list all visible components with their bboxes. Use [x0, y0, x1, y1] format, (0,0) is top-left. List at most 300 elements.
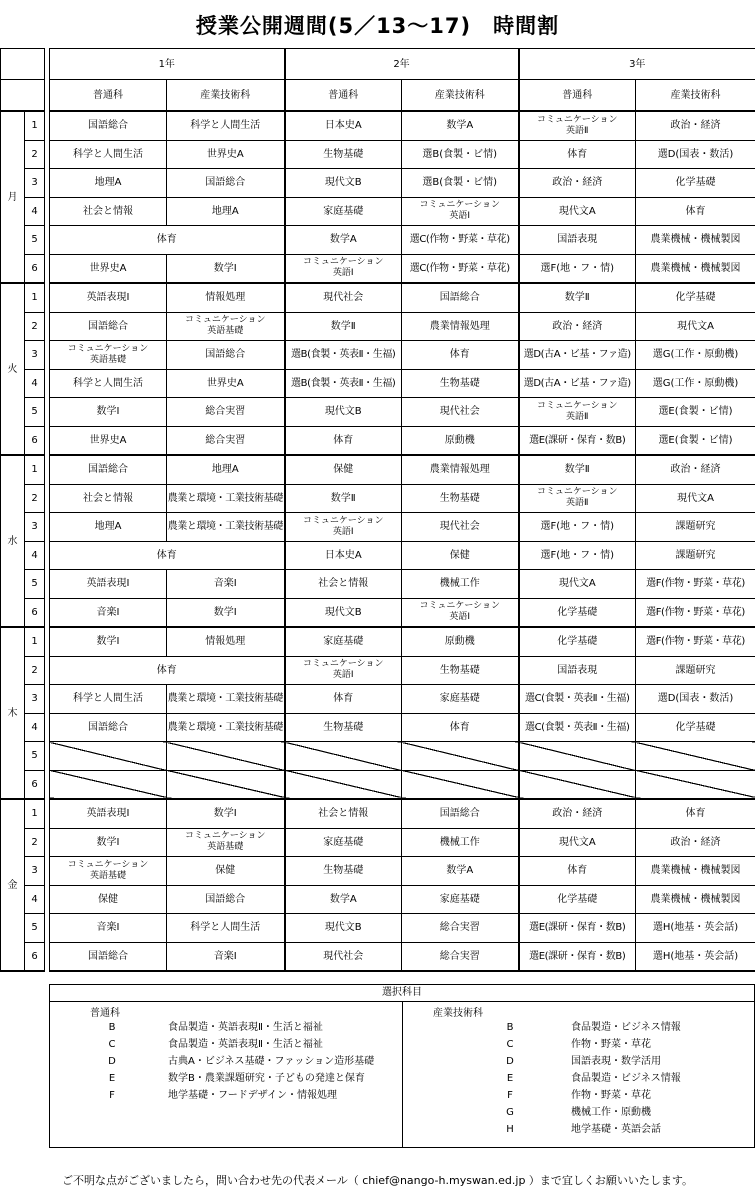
period-number: 2 — [25, 656, 45, 685]
period-number: 1 — [25, 111, 45, 140]
legend-subjects: 地学基礎・フードデザイン・情報処理 — [168, 1090, 337, 1101]
class-cell: 家庭基礎 — [402, 685, 519, 714]
class-cell: 音楽Ⅰ — [50, 914, 167, 943]
legend-general — [50, 1002, 403, 1147]
day-label-3: 水 — [1, 455, 25, 627]
class-cell — [402, 770, 519, 799]
period-number: 5 — [25, 226, 45, 255]
legend-code: D — [108, 1056, 116, 1067]
legend-subjects: 食品製造・英語表現Ⅱ・生活と福祉 — [168, 1022, 323, 1033]
class-cell: 科学と人間生活 — [50, 685, 167, 714]
class-cell: 生物基礎 — [402, 484, 519, 513]
class-cell: 家庭基礎 — [402, 885, 519, 914]
legend-subjects: 地学基礎・英語会話 — [571, 1124, 661, 1135]
class-cell: 科学と人間生活 — [50, 140, 167, 169]
class-cell: 政治・経済 — [636, 111, 755, 140]
class-cell — [636, 770, 755, 799]
class-cell: 総合実習 — [167, 426, 285, 455]
class-cell: 数学Ⅱ — [519, 455, 636, 484]
class-cell: 体育 — [50, 541, 285, 570]
period-number: 2 — [25, 140, 45, 169]
class-cell — [636, 742, 755, 771]
class-cell: 現代文B — [285, 914, 402, 943]
elective-legend — [49, 984, 755, 1148]
class-cell: 家庭基礎 — [285, 828, 402, 857]
legend-item — [403, 1121, 753, 1138]
class-cell: 現代文A — [636, 312, 755, 341]
period-row — [1, 283, 755, 312]
class-cell: 選H(地基・英会話) — [636, 942, 755, 971]
department-header: 普通科 — [50, 80, 167, 112]
class-cell — [167, 770, 285, 799]
class-cell: 数学A — [285, 226, 402, 255]
legend-item — [50, 1053, 402, 1070]
class-cell: 科学と人間生活 — [167, 914, 285, 943]
class-cell: 保健 — [50, 885, 167, 914]
class-cell: 保健 — [402, 541, 519, 570]
class-cell: 数学Ⅰ — [50, 398, 167, 427]
class-cell: 科学と人間生活 — [167, 111, 285, 140]
grade-header-row — [1, 49, 755, 80]
class-cell: コミュニケーション 英語Ⅰ — [402, 197, 519, 226]
class-cell: 情報処理 — [167, 627, 285, 656]
class-cell: 家庭基礎 — [285, 197, 402, 226]
class-cell: 選B(食製・ビ情) — [402, 169, 519, 198]
class-cell: 選G(工作・原動機) — [636, 341, 755, 370]
class-cell: 社会と情報 — [285, 799, 402, 828]
legend-code: F — [507, 1090, 513, 1101]
legend-subjects: 作物・野菜・草花 — [571, 1039, 651, 1050]
class-cell: 機械工作 — [402, 828, 519, 857]
period-row — [1, 398, 755, 427]
legend-code: E — [506, 1073, 514, 1084]
legend-item — [403, 1036, 753, 1053]
legend-subjects: 機械工作・原動機 — [571, 1107, 651, 1118]
legend-code: F — [109, 1090, 115, 1101]
period-number: 3 — [25, 169, 45, 198]
class-cell: 課題研究 — [636, 513, 755, 542]
legend-subjects: 食品製造・ビジネス情報 — [571, 1073, 681, 1084]
class-cell: 選B(食製・英表Ⅱ・生福) — [285, 341, 402, 370]
class-cell: 選D(古A・ビ基・ファ造) — [519, 341, 636, 370]
class-cell: 数学Ⅰ — [50, 828, 167, 857]
class-cell: 国語表現 — [519, 226, 636, 255]
class-cell: 化学基礎 — [636, 169, 755, 198]
grade-1-header: 1年 — [50, 49, 285, 80]
department-header: 産業技術科 — [167, 80, 285, 112]
period-number: 3 — [25, 857, 45, 886]
class-cell: 選E(食製・ビ情) — [636, 426, 755, 455]
legend-code: B — [108, 1022, 116, 1033]
class-cell: 農業機械・機械製図 — [636, 254, 755, 283]
period-row — [1, 770, 755, 799]
class-cell: 世界史A — [50, 254, 167, 283]
class-cell: 社会と情報 — [50, 484, 167, 513]
period-row — [1, 197, 755, 226]
class-cell: 選G(工作・原動機) — [636, 369, 755, 398]
legend-item — [50, 1087, 402, 1104]
class-cell: 農業機械・機械製図 — [636, 885, 755, 914]
class-cell: 課題研究 — [636, 541, 755, 570]
class-cell: 選F(作物・野菜・草花) — [636, 627, 755, 656]
class-cell: 農業と環境・工業技術基礎 — [167, 713, 285, 742]
period-row — [1, 426, 755, 455]
class-cell: 総合実習 — [402, 914, 519, 943]
day-label-4: 木 — [1, 627, 25, 799]
class-cell: 政治・経済 — [519, 169, 636, 198]
period-number: 1 — [25, 799, 45, 828]
class-cell: 音楽Ⅰ — [167, 570, 285, 599]
legend-item — [50, 1019, 402, 1036]
class-cell: 原動機 — [402, 627, 519, 656]
period-row — [1, 799, 755, 828]
legend-code: C — [108, 1039, 116, 1050]
class-cell — [167, 742, 285, 771]
class-cell: 数学Ⅰ — [167, 254, 285, 283]
class-cell: 化学基礎 — [636, 283, 755, 312]
class-cell: 現代社会 — [402, 398, 519, 427]
class-cell: 国語総合 — [402, 799, 519, 828]
period-row — [1, 685, 755, 714]
class-cell: 体育 — [519, 857, 636, 886]
period-number: 1 — [25, 627, 45, 656]
class-cell: 数学A — [402, 857, 519, 886]
class-cell: コミュニケーション 英語Ⅰ — [285, 656, 402, 685]
class-cell: 選C(作物・野菜・草花) — [402, 254, 519, 283]
period-row — [1, 656, 755, 685]
period-row — [1, 742, 755, 771]
class-cell: 国語総合 — [50, 111, 167, 140]
period-row — [1, 914, 755, 943]
class-cell: 選C(食製・英表Ⅱ・生福) — [519, 713, 636, 742]
period-number: 4 — [25, 885, 45, 914]
class-cell: 保健 — [285, 455, 402, 484]
legend-item — [403, 1104, 753, 1121]
class-cell: 生物基礎 — [402, 369, 519, 398]
class-cell: 機械工作 — [402, 570, 519, 599]
class-cell: 体育 — [285, 426, 402, 455]
period-number: 6 — [25, 426, 45, 455]
class-cell: 農業情報処理 — [402, 312, 519, 341]
class-cell: 現代社会 — [285, 942, 402, 971]
class-cell: 農業機械・機械製図 — [636, 226, 755, 255]
class-cell: 総合実習 — [167, 398, 285, 427]
period-number: 6 — [25, 942, 45, 971]
class-cell: 現代文B — [285, 598, 402, 627]
class-cell: 生物基礎 — [402, 656, 519, 685]
class-cell: 体育 — [50, 226, 285, 255]
class-cell — [50, 742, 167, 771]
page-title: 授業公開週間(5／13〜17) 時間割 — [195, 14, 560, 38]
day-label-1: 月 — [1, 111, 25, 283]
class-cell: 選D(国表・数活) — [636, 685, 755, 714]
class-cell: 体育 — [402, 341, 519, 370]
legend-industrial-header: 産業技術科 — [433, 1008, 483, 1019]
class-cell: 体育 — [636, 197, 755, 226]
grade-3-header: 3年 — [519, 49, 755, 80]
class-cell: 化学基礎 — [519, 598, 636, 627]
class-cell: コミュニケーション 英語Ⅰ — [285, 513, 402, 542]
period-number: 6 — [25, 254, 45, 283]
class-cell: 国語総合 — [167, 341, 285, 370]
class-cell: 英語表現Ⅰ — [50, 799, 167, 828]
legend-item — [403, 1019, 753, 1036]
period-row — [1, 828, 755, 857]
class-cell: 国語総合 — [167, 169, 285, 198]
legend-subjects: 国語表現・数学活用 — [571, 1056, 661, 1067]
class-cell: 地理A — [50, 513, 167, 542]
class-cell: 現代文A — [519, 828, 636, 857]
legend-subjects: 食品製造・ビジネス情報 — [571, 1022, 681, 1033]
class-cell: 農業と環境・工業技術基礎 — [167, 513, 285, 542]
class-cell: 化学基礎 — [636, 713, 755, 742]
period-row — [1, 713, 755, 742]
corner-cell — [1, 49, 45, 80]
class-cell: 生物基礎 — [285, 857, 402, 886]
class-cell: コミュニケーション 英語Ⅰ — [402, 598, 519, 627]
class-cell: 社会と情報 — [50, 197, 167, 226]
class-cell: 世界史A — [50, 426, 167, 455]
class-cell: 農業情報処理 — [402, 455, 519, 484]
legend-code: E — [108, 1073, 116, 1084]
period-number: 5 — [25, 398, 45, 427]
period-row — [1, 312, 755, 341]
period-row — [1, 341, 755, 370]
class-cell: コミュニケーション 英語基礎 — [50, 341, 167, 370]
department-header: 産業技術科 — [402, 80, 519, 112]
period-row — [1, 226, 755, 255]
period-row — [1, 111, 755, 140]
class-cell: 農業と環境・工業技術基礎 — [167, 484, 285, 513]
class-cell: 選F(地・フ・情) — [519, 513, 636, 542]
legend-code: H — [506, 1124, 514, 1135]
period-number: 4 — [25, 369, 45, 398]
class-cell: 数学Ⅰ — [50, 627, 167, 656]
period-row — [1, 484, 755, 513]
grade-2-header: 2年 — [285, 49, 519, 80]
class-cell: 現代文A — [636, 484, 755, 513]
class-cell: 課題研究 — [636, 656, 755, 685]
class-cell: 保健 — [167, 857, 285, 886]
legend-code: C — [506, 1039, 514, 1050]
class-cell: 選C(食製・英表Ⅱ・生福) — [519, 685, 636, 714]
class-cell: 選B(食製・ビ情) — [402, 140, 519, 169]
legend-item — [403, 1070, 753, 1087]
class-cell: 英語表現Ⅰ — [50, 283, 167, 312]
day-label-5: 金 — [1, 799, 25, 971]
period-number: 4 — [25, 713, 45, 742]
class-cell: 地理A — [50, 169, 167, 198]
class-cell: 総合実習 — [402, 942, 519, 971]
period-number: 3 — [25, 513, 45, 542]
department-header: 産業技術科 — [636, 80, 755, 112]
legend-industrial — [403, 1002, 753, 1147]
class-cell: 選F(作物・野菜・草花) — [636, 598, 755, 627]
class-cell: コミュニケーション 英語Ⅱ — [519, 398, 636, 427]
class-cell: 体育 — [519, 140, 636, 169]
period-row — [1, 857, 755, 886]
class-cell: 選H(地基・英会話) — [636, 914, 755, 943]
day-label-2: 火 — [1, 283, 25, 455]
class-cell: 現代文B — [285, 398, 402, 427]
class-cell: 音楽Ⅰ — [167, 942, 285, 971]
corner-cell-2 — [1, 80, 45, 112]
class-cell: 世界史A — [167, 369, 285, 398]
period-row — [1, 169, 755, 198]
class-cell: コミュニケーション 英語Ⅱ — [519, 111, 636, 140]
class-cell: 政治・経済 — [519, 799, 636, 828]
period-number: 3 — [25, 341, 45, 370]
class-cell — [519, 742, 636, 771]
legend-subjects: 食品製造・英語表現Ⅱ・生活と福祉 — [168, 1039, 323, 1050]
class-cell: 数学A — [402, 111, 519, 140]
class-cell: 国語総合 — [50, 713, 167, 742]
period-number: 4 — [25, 541, 45, 570]
class-cell: 体育 — [50, 656, 285, 685]
class-cell: 現代社会 — [402, 513, 519, 542]
class-cell: 家庭基礎 — [285, 627, 402, 656]
class-cell: 数学Ⅱ — [519, 283, 636, 312]
class-cell: コミュニケーション 英語基礎 — [167, 312, 285, 341]
period-number: 2 — [25, 312, 45, 341]
period-number: 2 — [25, 484, 45, 513]
period-number: 5 — [25, 742, 45, 771]
period-row — [1, 627, 755, 656]
period-row — [1, 885, 755, 914]
class-cell — [50, 770, 167, 799]
class-cell: 体育 — [402, 713, 519, 742]
class-cell: 選F(作物・野菜・草花) — [636, 570, 755, 599]
class-cell: 日本史A — [285, 541, 402, 570]
class-cell: 政治・経済 — [636, 455, 755, 484]
class-cell: 数学Ⅰ — [167, 799, 285, 828]
class-cell: 音楽Ⅰ — [50, 598, 167, 627]
legend-subjects: 数学B・農業課題研究・子どもの発達と保育 — [168, 1073, 365, 1084]
class-cell: 社会と情報 — [285, 570, 402, 599]
period-row — [1, 254, 755, 283]
period-number: 1 — [25, 283, 45, 312]
department-header: 普通科 — [285, 80, 402, 112]
class-cell: 科学と人間生活 — [50, 369, 167, 398]
period-row — [1, 541, 755, 570]
period-row — [1, 942, 755, 971]
class-cell: 生物基礎 — [285, 713, 402, 742]
class-cell — [402, 742, 519, 771]
legend-subjects: 古典A・ビジネス基礎・ファッション造形基礎 — [168, 1056, 375, 1067]
class-cell: 英語表現Ⅰ — [50, 570, 167, 599]
class-cell: 選E(課研・保育・数B) — [519, 426, 636, 455]
class-cell: 現代文A — [519, 197, 636, 226]
class-cell: 数学Ⅱ — [285, 312, 402, 341]
class-cell: 現代文A — [519, 570, 636, 599]
class-cell: 現代文B — [285, 169, 402, 198]
period-number: 3 — [25, 685, 45, 714]
period-row — [1, 598, 755, 627]
period-number: 2 — [25, 828, 45, 857]
period-row — [1, 513, 755, 542]
class-cell — [285, 770, 402, 799]
legend-title: 選択科目 — [50, 985, 754, 1002]
period-number: 6 — [25, 598, 45, 627]
class-cell: 化学基礎 — [519, 885, 636, 914]
class-cell: 化学基礎 — [519, 627, 636, 656]
class-cell: 国語総合 — [50, 312, 167, 341]
contact-note: ご不明な点がございましたら，問い合わせ先の代表メール（ chief@nango-h.myswan.ed.jp ）まで宜しくお願いいたします。 — [61, 1174, 694, 1187]
class-cell: 選E(食製・ビ情) — [636, 398, 755, 427]
class-cell: 世界史A — [167, 140, 285, 169]
class-cell: 政治・経済 — [636, 828, 755, 857]
class-cell: コミュニケーション 英語基礎 — [50, 857, 167, 886]
class-cell: 原動機 — [402, 426, 519, 455]
class-cell: 体育 — [636, 799, 755, 828]
period-row — [1, 369, 755, 398]
legend-item — [50, 1070, 402, 1087]
period-number: 1 — [25, 455, 45, 484]
class-cell: 国語総合 — [50, 942, 167, 971]
class-cell: コミュニケーション 英語Ⅰ — [285, 254, 402, 283]
period-row — [1, 140, 755, 169]
class-cell: コミュニケーション 英語Ⅱ — [519, 484, 636, 513]
period-row — [1, 455, 755, 484]
class-cell — [285, 742, 402, 771]
legend-general-header: 普通科 — [90, 1008, 120, 1019]
class-cell: 選E(課研・保育・数B) — [519, 942, 636, 971]
legend-code: D — [506, 1056, 514, 1067]
class-cell: 生物基礎 — [285, 140, 402, 169]
class-cell: コミュニケーション 英語基礎 — [167, 828, 285, 857]
period-row — [1, 570, 755, 599]
class-cell: 国語総合 — [50, 455, 167, 484]
class-cell: 数学Ⅱ — [285, 484, 402, 513]
class-cell: 国語表現 — [519, 656, 636, 685]
class-cell: 国語総合 — [402, 283, 519, 312]
class-cell: 選B(食製・英表Ⅱ・生福) — [285, 369, 402, 398]
class-cell: 政治・経済 — [519, 312, 636, 341]
legend-code: B — [506, 1022, 514, 1033]
class-cell: 体育 — [285, 685, 402, 714]
period-number: 4 — [25, 197, 45, 226]
class-cell — [519, 770, 636, 799]
class-cell: 現代社会 — [285, 283, 402, 312]
legend-code: G — [506, 1107, 514, 1118]
class-cell: 農業機械・機械製図 — [636, 857, 755, 886]
class-cell: 農業と環境・工業技術基礎 — [167, 685, 285, 714]
legend-item — [403, 1053, 753, 1070]
class-cell: 選D(国表・数活) — [636, 140, 755, 169]
class-cell: 選D(古A・ビ基・ファ造) — [519, 369, 636, 398]
class-cell: 数学A — [285, 885, 402, 914]
department-header-row — [1, 80, 755, 112]
class-cell: 国語総合 — [167, 885, 285, 914]
class-cell: 選C(作物・野菜・草花) — [402, 226, 519, 255]
class-cell: 地理A — [167, 455, 285, 484]
legend-item — [403, 1087, 753, 1104]
period-number: 5 — [25, 570, 45, 599]
class-cell: 選E(課研・保育・数B) — [519, 914, 636, 943]
legend-item — [50, 1036, 402, 1053]
class-cell: 選F(地・フ・情) — [519, 254, 636, 283]
period-number: 6 — [25, 770, 45, 799]
legend-subjects: 作物・野菜・草花 — [571, 1090, 651, 1101]
class-cell: 情報処理 — [167, 283, 285, 312]
class-cell: 日本史A — [285, 111, 402, 140]
class-cell: 選F(地・フ・情) — [519, 541, 636, 570]
timetable — [0, 48, 755, 972]
period-number: 5 — [25, 914, 45, 943]
class-cell: 地理A — [167, 197, 285, 226]
department-header: 普通科 — [519, 80, 636, 112]
class-cell: 数学Ⅰ — [167, 598, 285, 627]
